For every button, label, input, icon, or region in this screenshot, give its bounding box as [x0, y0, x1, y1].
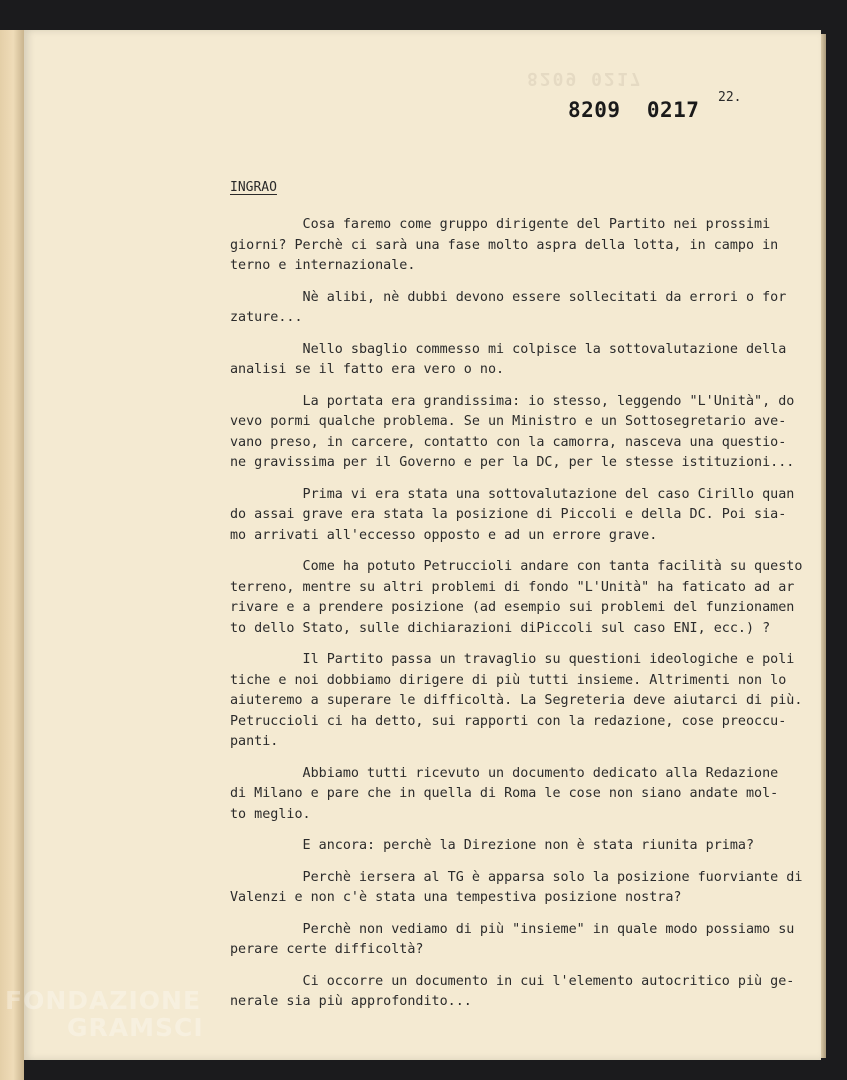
paragraph: Cosa faremo come gruppo dirigente del Partito nei prossimi giorni? Perchè ci sarà una fase molto aspra della lotta, in campo in terno e internazionale.	[230, 217, 779, 273]
paragraph: Come ha potuto Petruccioli andare con tanta facilità su questo terreno, mentre su altri problemi di fondo "L'Unità" ha faticato ad ar rivare e a prendere posizione (ad esempio sui problemi del funzionamen to dello Stato, sulle dichiarazioni diPiccoli sul caso ENI, ecc.) ?	[230, 559, 803, 636]
watermark-line-1: FONDAZIONE	[5, 986, 202, 1015]
archive-number: 8209 0217	[568, 98, 700, 122]
speaker-heading: INGRAO	[230, 180, 277, 195]
paragraph: Prima vi era stata una sottovalutazione del caso Cirillo quan do assai grave era stata la posizione di Piccoli e della DC. Poi sia- mo arrivati all'eccesso opposto e ad un errore grave.	[230, 486, 795, 543]
document-body	[230, 215, 803, 1024]
paragraph: Nè alibi, nè dubbi devono essere sollecitati da errori o for zature...	[230, 289, 787, 325]
paragraph: E ancora: perchè la Direzione non è stata riunita prima?	[230, 838, 755, 853]
paragraph: Abbiamo tutti ricevuto un documento dedicato alla Redazione di Milano e pare che in quella di Roma le cose non siano andate mol- to meglio.	[230, 765, 779, 822]
bleed-through-stamp: 8209 0217	[527, 68, 643, 89]
page-edge	[821, 34, 826, 1058]
page-number: 22.	[718, 90, 742, 105]
paragraph: Ci occorre un documento in cui l'elemento autocritico più ge- nerale sia più approfondito...	[230, 973, 795, 1009]
fondazione-gramsci-watermark	[5, 988, 204, 1040]
paragraph: Nello sbaglio commesso mi colpisce la sottovalutazione della analisi se il fatto era vero o no.	[230, 341, 787, 377]
paragraph: Perchè iersera al TG è apparsa solo la posizione fuorviante Valenzi e non c'è stata una tempestiva posizione nostra?	[230, 869, 779, 905]
binding-strip	[0, 30, 24, 1080]
watermark-line-2: GRAMSCI	[67, 1013, 204, 1042]
paragraph: La portata era grandissima: io stesso, leggendo "L'Unità", do vevo pormi qualche problema. Se un Ministro e un Sottosegretario ave- vano preso, in carcere, contatto con la camorra, nasceva una questio- ne gravissima per il Governo e per la DC, per le stesse istituzioni...	[230, 393, 795, 470]
paragraph: Il Partito passa un travaglio su questioni ideologiche e poli tiche e noi dobbiamo dirigere di più tutti insieme. Altrimenti non lo aiuteremo a superare le difficoltà. La Segreteria deve aiutarci di più. Petruccioli ci ha detto, sui rapporti con la redazione, cose preoccu- panti.	[230, 652, 803, 749]
paragraph: Perchè non vediamo di più "insieme" in quale modo possiamo su perare certe difficoltà?	[230, 921, 795, 957]
